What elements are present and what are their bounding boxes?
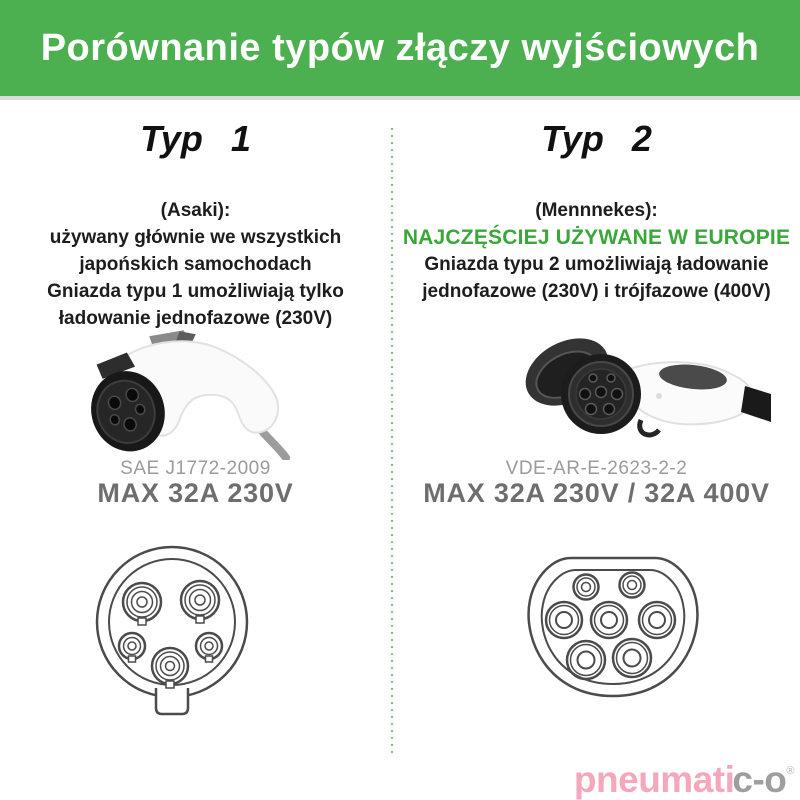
type1-heading-word: Typ <box>140 118 203 159</box>
type1-max-rating: MAX 32A 230V <box>97 478 294 508</box>
page-title: Porównanie typów złączy wyjściowych <box>40 26 760 69</box>
type1-heading <box>0 118 391 160</box>
type2-description-line: jednofazowe (230V) i trójfazowe (400V) <box>422 281 771 302</box>
type1-standard-code: SAE J1772-2009 <box>120 458 271 479</box>
type2-heading-word: Typ <box>541 118 604 159</box>
pneumatico-logo <box>574 761 794 798</box>
type2-description-line: Gniazda typu 2 umożliwiają ładowanie <box>424 254 769 275</box>
type1-description <box>0 197 391 332</box>
registered-trademark-icon: ® <box>786 765 794 777</box>
type1-column <box>0 96 391 800</box>
type1-plug-photo <box>52 326 290 460</box>
type2-maker-line: (Mennnekes): <box>535 200 658 221</box>
type2-europe-highlight: NAJCZĘŚCIEJ UŻYWANE W EUROPIE <box>402 226 791 249</box>
type2-plug-photo <box>509 332 771 446</box>
type1-description-line: ładowanie jednofazowe (230V) <box>58 308 333 329</box>
type1-description-line: używany głównie we wszystkich <box>49 227 342 248</box>
logo-text-pink: pneumati <box>573 759 735 800</box>
type2-standard-code: VDE-AR-E-2623-2-2 <box>505 458 688 479</box>
type1-description-line: japońskich samochodach <box>79 254 312 275</box>
type2-connector-face-diagram <box>513 546 713 708</box>
type1-description-line: (Asaki): <box>160 200 231 221</box>
type2-heading-number: 2 <box>631 118 652 159</box>
type1-description-line: Gniazda typu 1 umożliwiają tylko <box>47 281 344 302</box>
type1-heading-number: 1 <box>230 118 251 159</box>
type2-column <box>393 96 800 800</box>
type2-description <box>393 197 800 305</box>
type1-connector-face-diagram <box>92 542 252 722</box>
header-banner <box>0 0 800 100</box>
type2-max-rating: MAX 32A 230V / 32A 400V <box>423 478 770 508</box>
type2-heading <box>393 118 800 160</box>
logo-text-gray: c-o <box>732 759 787 800</box>
